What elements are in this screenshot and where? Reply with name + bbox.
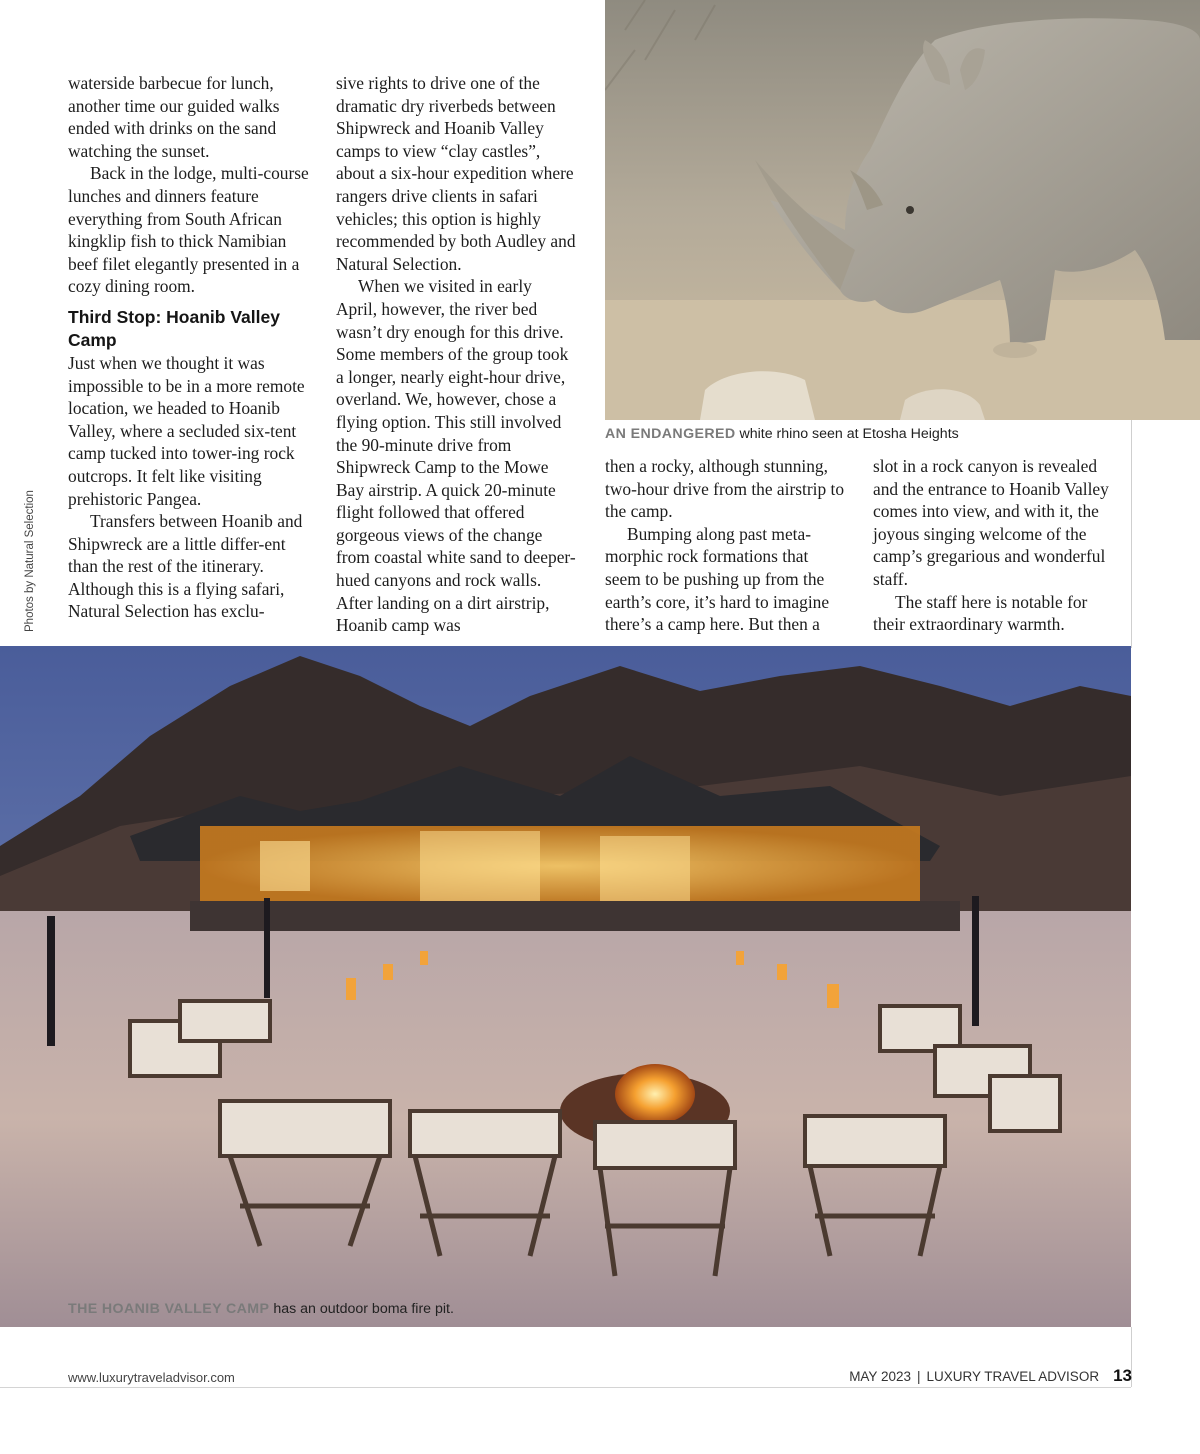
article-column-1 (68, 72, 310, 623)
camp-photo-caption (68, 1299, 1068, 1319)
paragraph: sive rights to drive one of the dramatic dry riverbeds between Shipwreck and Hoanib Valley camps to view “clay castles”, about a six-hour expedition where rangers drive clients in safari vehicles; this option is highly recommended by both Audley and Natural Selection. (336, 73, 576, 274)
caption-lead: AN ENDANGERED (605, 426, 736, 442)
paragraph: slot in a rock canyon is revealed and the entrance to Hoanib Valley comes into view, and with it, the joyous singing welcome of the camp’s gregarious and wonderful staff. (873, 456, 1109, 589)
page-number: 13 (1113, 1366, 1132, 1385)
footer-separator: | (916, 1369, 921, 1384)
paragraph: waterside barbecue for lunch, another time our guided walks ended with drinks on the sand watching the sunset. (68, 73, 280, 161)
rhino-photo (605, 0, 1200, 420)
section-subhead: Third Stop: Hoanib Valley Camp (68, 306, 280, 350)
caption-text: white rhino seen at Etosha Heights (735, 426, 959, 442)
paragraph: Back in the lodge, multi-course lunches and dinners feature everything from South African kingklip fish to thick Namibian beef filet elegantly presented in a cozy dining room. (68, 163, 309, 297)
paragraph: then a rocky, although stunning, two-hour drive from the airstrip to the camp. (605, 456, 845, 522)
paragraph: Just when we thought it was impossible to be in a more remote location, we headed to Hoanib Valley, where a secluded six-tent camp tucked into tower-ing rock outcrops. It felt like visiting prehistoric Pangea. (68, 352, 305, 509)
camp-photo (0, 646, 1131, 1327)
paragraph: The staff here is notable for their extraordinary warmth. (873, 591, 1088, 635)
rhino-photo-caption (605, 424, 1130, 444)
photo-credit: Photos by Natural Selection (24, 490, 36, 632)
article-column-3 (605, 455, 847, 636)
article-column-2 (336, 72, 576, 637)
caption-text: has an outdoor boma fire pit. (269, 1301, 454, 1317)
paragraph: When we visited in early April, however, the river bed wasn’t dry enough for this drive. Some members of the group took a longer, nearly eight-hour drive, overland. We, however, chose a flying option. This still involved the 90-minute drive from Shipwreck Camp to the Mowe Bay airstrip. A quick 20-minute flight followed that offered gorgeous views of the change from coastal white sand to deeper-hued canyons and rock walls. After landing on a dirt airstrip, Hoanib camp was (336, 276, 576, 636)
footer-rule (0, 1387, 1131, 1388)
paragraph: Transfers between Hoanib and Shipwreck are a little differ-ent than the rest of the itinerary. Although this is a flying safari, Natural Selection has exclu- (68, 511, 303, 622)
paragraph: Bumping along past meta-morphic rock formations that seem to be pushing up from the earth’s core, it’s hard to imagine there’s a camp here. But then a (605, 523, 830, 635)
footer-url: www.luxurytraveladvisor.com (68, 1370, 235, 1385)
caption-lead: THE HOANIB VALLEY CAMP (68, 1301, 270, 1317)
footer-issue: MAY 2023 (849, 1369, 911, 1384)
footer-publication: LUXURY TRAVEL ADVISOR (926, 1369, 1100, 1384)
column-rule (1131, 420, 1132, 648)
footer-folio (849, 1366, 1132, 1386)
article-column-4 (873, 455, 1117, 636)
